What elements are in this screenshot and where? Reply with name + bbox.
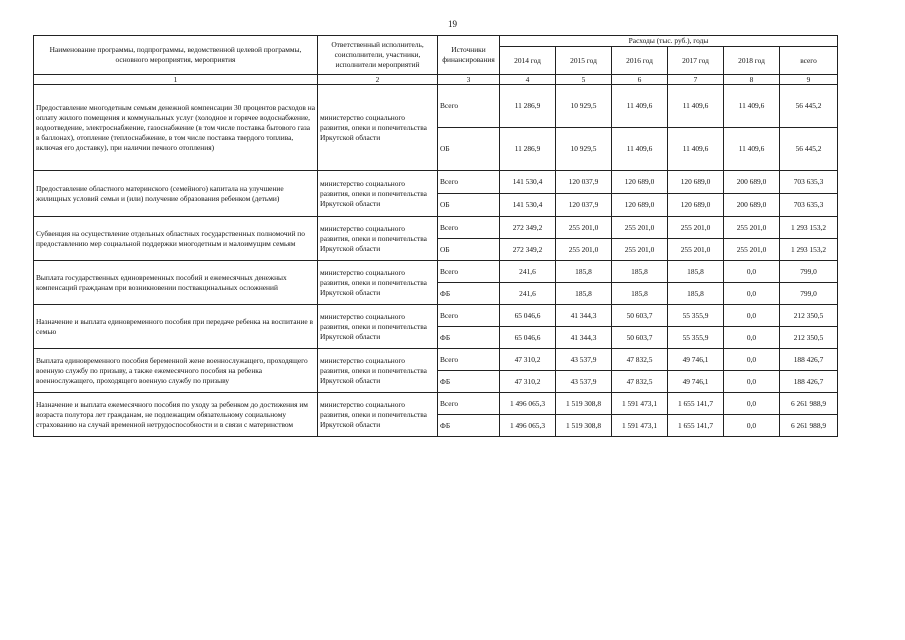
measure-name: Выплата государственных единовременных пособий и ежемесячных денежных компенсаций гражданам при возникновении поствакцинальных осложнений xyxy=(34,261,318,305)
funding-source: ОБ xyxy=(438,194,500,217)
expense-value: 255 201,0 xyxy=(612,217,668,239)
header-year-2018: 2018 год xyxy=(724,47,780,75)
expense-value: 1 519 308,8 xyxy=(556,393,612,415)
funding-source: Всего xyxy=(438,85,500,128)
table-row xyxy=(34,349,838,371)
expense-value: 55 355,9 xyxy=(668,305,724,327)
funding-source: Всего xyxy=(438,305,500,327)
expense-value: 49 746,1 xyxy=(668,371,724,393)
expense-value: 11 409,6 xyxy=(612,128,668,171)
column-number: 3 xyxy=(438,75,500,85)
expense-value: 185,8 xyxy=(556,283,612,305)
expense-value: 255 201,0 xyxy=(724,217,780,239)
header-expenses: Расходы (тыс. руб.), годы xyxy=(500,36,838,47)
expense-value: 120 037,9 xyxy=(556,194,612,217)
responsible-executor: министерство социального развития, опеки и попечительства Иркутской области xyxy=(318,305,438,349)
expense-value: 200 689,0 xyxy=(724,194,780,217)
column-number: 5 xyxy=(556,75,612,85)
funding-source: ФБ xyxy=(438,327,500,349)
header-name: Наименование программы, подпрограммы, ведомственной целевой программы, основного мероприятия, мероприятия xyxy=(34,36,318,75)
expense-value: 41 344,3 xyxy=(556,305,612,327)
header-year-2016: 2016 год xyxy=(612,47,668,75)
header-year-2014: 2014 год xyxy=(500,47,556,75)
funding-source: Всего xyxy=(438,393,500,415)
expense-value: 0,0 xyxy=(724,305,780,327)
expense-value: 1 496 065,3 xyxy=(500,415,556,437)
page-number: 19 xyxy=(448,19,457,29)
expense-value: 255 201,0 xyxy=(668,239,724,261)
expense-value: 1 519 308,8 xyxy=(556,415,612,437)
header-year-2015: 2015 год xyxy=(556,47,612,75)
measure-name: Выплата единовременного пособия беременной жене военнослужащего, проходящего военную службу по призыву, а также ежемесячного пособия на ребенка военнослужащего, проходящего военную службу по призыву xyxy=(34,349,318,393)
expense-value: 41 344,3 xyxy=(556,327,612,349)
expense-value: 272 349,2 xyxy=(500,239,556,261)
expense-total: 1 293 153,2 xyxy=(780,217,838,239)
column-number: 4 xyxy=(500,75,556,85)
expense-value: 120 037,9 xyxy=(556,171,612,194)
table-row xyxy=(34,217,838,239)
expense-total: 212 350,5 xyxy=(780,305,838,327)
expense-total: 6 261 988,9 xyxy=(780,393,838,415)
column-number: 6 xyxy=(612,75,668,85)
expense-total: 56 445,2 xyxy=(780,85,838,128)
expense-total: 703 635,3 xyxy=(780,171,838,194)
expense-total: 1 293 153,2 xyxy=(780,239,838,261)
column-number: 8 xyxy=(724,75,780,85)
column-number: 2 xyxy=(318,75,438,85)
expense-value: 11 409,6 xyxy=(724,85,780,128)
header-year-2017: 2017 год xyxy=(668,47,724,75)
column-number: 9 xyxy=(780,75,838,85)
expense-value: 10 929,5 xyxy=(556,85,612,128)
expense-value: 272 349,2 xyxy=(500,217,556,239)
expense-value: 47 310,2 xyxy=(500,349,556,371)
header-source: Источники финансирования xyxy=(438,36,500,75)
expense-total: 799,0 xyxy=(780,283,838,305)
expense-value: 200 689,0 xyxy=(724,171,780,194)
expense-value: 0,0 xyxy=(724,327,780,349)
column-number: 1 xyxy=(34,75,318,85)
measure-name: Назначение и выплата ежемесячного пособия по уходу за ребенком до достижения им возраста полутора лет гражданам, не подлежащим обязательному социальному страхованию на случай временной нетрудоспособности и в связи с материнством xyxy=(34,393,318,437)
expense-value: 241,6 xyxy=(500,261,556,283)
expense-value: 0,0 xyxy=(724,393,780,415)
responsible-executor: министерство социального развития, опеки и попечительства Иркутской области xyxy=(318,349,438,393)
funding-source: Всего xyxy=(438,261,500,283)
measure-name: Назначение и выплата единовременного пособия при передаче ребенка на воспитание в семью xyxy=(34,305,318,349)
expense-total: 6 261 988,9 xyxy=(780,415,838,437)
expense-value: 47 310,2 xyxy=(500,371,556,393)
expense-value: 10 929,5 xyxy=(556,128,612,171)
expense-total: 799,0 xyxy=(780,261,838,283)
expense-value: 0,0 xyxy=(724,349,780,371)
expense-value: 11 286,9 xyxy=(500,128,556,171)
expense-value: 1 591 473,1 xyxy=(612,415,668,437)
funding-source: ФБ xyxy=(438,371,500,393)
expense-value: 11 409,6 xyxy=(724,128,780,171)
budget-table xyxy=(33,35,838,437)
expense-value: 11 409,6 xyxy=(668,85,724,128)
funding-source: Всего xyxy=(438,217,500,239)
expense-value: 11 409,6 xyxy=(612,85,668,128)
expense-value: 241,6 xyxy=(500,283,556,305)
expense-value: 65 046,6 xyxy=(500,327,556,349)
expense-value: 120 689,0 xyxy=(668,171,724,194)
expense-value: 255 201,0 xyxy=(612,239,668,261)
responsible-executor: министерство социального развития, опеки и попечительства Иркутской области xyxy=(318,171,438,217)
table-body xyxy=(34,85,838,437)
expense-value: 255 201,0 xyxy=(556,239,612,261)
expense-value: 1 591 473,1 xyxy=(612,393,668,415)
expense-total: 56 445,2 xyxy=(780,128,838,171)
expense-value: 47 832,5 xyxy=(612,349,668,371)
expense-total: 188 426,7 xyxy=(780,349,838,371)
funding-source: Всего xyxy=(438,349,500,371)
expense-value: 185,8 xyxy=(612,283,668,305)
funding-source: Всего xyxy=(438,171,500,194)
expense-value: 47 832,5 xyxy=(612,371,668,393)
expense-value: 0,0 xyxy=(724,261,780,283)
expense-value: 1 655 141,7 xyxy=(668,393,724,415)
table-row xyxy=(34,261,838,283)
expense-total: 703 635,3 xyxy=(780,194,838,217)
expense-value: 141 530,4 xyxy=(500,194,556,217)
expense-value: 255 201,0 xyxy=(556,217,612,239)
responsible-executor: министерство социального развития, опеки и попечительства Иркутской области xyxy=(318,85,438,171)
expense-value: 120 689,0 xyxy=(612,171,668,194)
expense-value: 185,8 xyxy=(668,283,724,305)
measure-name: Предоставление областного материнского (семейного) капитала на улучшение жилищных условий семьи и (или) получение образования ребенком (детьми) xyxy=(34,171,318,217)
funding-source: ФБ xyxy=(438,283,500,305)
expense-value: 49 746,1 xyxy=(668,349,724,371)
funding-source: ОБ xyxy=(438,239,500,261)
responsible-executor: министерство социального развития, опеки и попечительства Иркутской области xyxy=(318,393,438,437)
column-number: 7 xyxy=(668,75,724,85)
table-row xyxy=(34,85,838,128)
responsible-executor: министерство социального развития, опеки и попечительства Иркутской области xyxy=(318,261,438,305)
expense-value: 1 496 065,3 xyxy=(500,393,556,415)
expense-value: 11 286,9 xyxy=(500,85,556,128)
expense-value: 55 355,9 xyxy=(668,327,724,349)
expense-value: 120 689,0 xyxy=(668,194,724,217)
expense-value: 0,0 xyxy=(724,415,780,437)
expense-value: 11 409,6 xyxy=(668,128,724,171)
expense-total: 212 350,5 xyxy=(780,327,838,349)
measure-name: Предоставление многодетным семьям денежной компенсации 30 процентов расходов на оплату жилого помещения и коммунальных услуг (холодное и горячее водоснабжение, водоотведение, электроснабжение, газоснабжение (в том числе поставка бытового газа в баллонах), отопление (теплоснабжение, в том числе поставка твердого топлива, включая его доставку), при наличии печного отопления) xyxy=(34,85,318,171)
expense-value: 255 201,0 xyxy=(724,239,780,261)
measure-name: Субвенция на осуществление отдельных областных государственных полномочий по предоставлению мер социальной поддержки многодетным и малоимущим семьям xyxy=(34,217,318,261)
table-row xyxy=(34,393,838,415)
header-total: всего xyxy=(780,47,838,75)
expense-value: 50 603,7 xyxy=(612,305,668,327)
column-numbers-row xyxy=(34,75,838,85)
expense-total: 188 426,7 xyxy=(780,371,838,393)
expense-value: 50 603,7 xyxy=(612,327,668,349)
header-executor: Ответственный исполнитель, соисполнители, участники, исполнители мероприятий xyxy=(318,36,438,75)
expense-value: 1 655 141,7 xyxy=(668,415,724,437)
expense-value: 0,0 xyxy=(724,283,780,305)
expense-value: 185,8 xyxy=(668,261,724,283)
funding-source: ОБ xyxy=(438,128,500,171)
expense-value: 43 537,9 xyxy=(556,371,612,393)
expense-value: 185,8 xyxy=(556,261,612,283)
expense-value: 43 537,9 xyxy=(556,349,612,371)
table-row xyxy=(34,305,838,327)
funding-source: ФБ xyxy=(438,415,500,437)
responsible-executor: министерство социального развития, опеки и попечительства Иркутской области xyxy=(318,217,438,261)
expense-value: 255 201,0 xyxy=(668,217,724,239)
expense-value: 65 046,6 xyxy=(500,305,556,327)
expense-value: 0,0 xyxy=(724,371,780,393)
expense-value: 141 530,4 xyxy=(500,171,556,194)
expense-value: 185,8 xyxy=(612,261,668,283)
table-row xyxy=(34,171,838,194)
expense-value: 120 689,0 xyxy=(612,194,668,217)
